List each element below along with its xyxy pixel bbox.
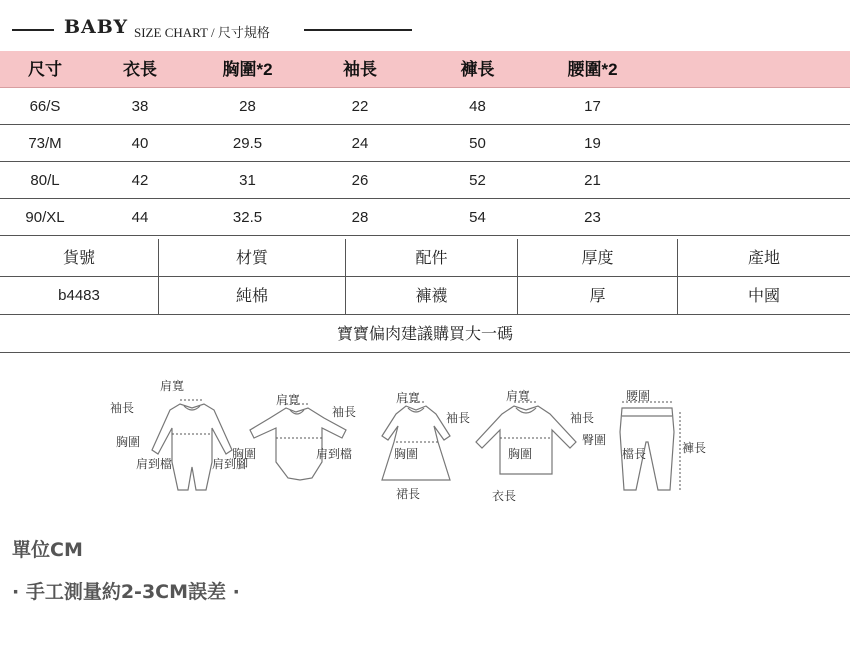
info-value-origin: 中國 (747, 286, 780, 305)
dress-label-sleeve: 袖長 (446, 411, 471, 425)
table-cell: 24 (351, 135, 369, 152)
dress-label-length: 裙長 (396, 487, 421, 501)
size-table-header (0, 51, 850, 88)
sizing-advice-note: 寶寶偏肉建議購買大一碼 (0, 315, 850, 353)
info-header-origin: 產地 (747, 248, 780, 267)
table-cell: 23 (584, 209, 601, 226)
top-illustration (476, 406, 576, 474)
table-cell: 21 (584, 172, 601, 189)
table-cell: 28 (351, 209, 369, 226)
info-header-accessory: 配件 (346, 239, 518, 276)
info-value-material: 純棉 (159, 277, 346, 314)
info-header-material: 材質 (159, 239, 346, 276)
info-value-accessory: 褲襪 (346, 277, 518, 314)
table-cell: 50 (469, 135, 486, 152)
table-cell: 17 (584, 98, 601, 115)
info-value-row (0, 277, 850, 315)
top-label-chest: 胸圍 (508, 447, 533, 461)
table-cell: 48 (469, 98, 486, 115)
table-cell: 28 (239, 98, 256, 115)
product-info-table (0, 239, 850, 315)
table-cell: 90/XL (25, 209, 65, 226)
table-cell: 44 (131, 209, 149, 226)
header-cell-sleeve: 袖長 (343, 60, 377, 79)
dress-label-shoulder: 肩寬 (396, 391, 421, 405)
table-cell: 26 (351, 172, 369, 189)
info-header-row (0, 239, 850, 277)
header-cell-waist: 腰圍*2 (567, 60, 618, 79)
table-row (0, 88, 850, 125)
header-rule-right (304, 29, 412, 31)
romper-label-shoulder-foot: 肩到腳 (212, 457, 249, 471)
romper-label-sleeve: 袖長 (110, 401, 135, 415)
info-header-code: 貨號 (0, 239, 159, 276)
romper-label-shoulder: 肩寬 (160, 379, 185, 393)
pants-label-length: 褲長 (682, 441, 707, 455)
bodysuit-label-chest: 胸圍 (232, 447, 257, 461)
table-row (0, 199, 850, 236)
bodysuit-label-sleeve: 袖長 (332, 405, 357, 419)
table-cell: 32.5 (232, 209, 263, 226)
table-cell: 80/L (30, 172, 60, 189)
header-rule-left (12, 29, 54, 31)
bodysuit-label-shoulder-crotch: 肩到檔 (316, 447, 353, 461)
top-label-shoulder: 肩寬 (506, 389, 531, 403)
pants-label-hip: 臀圍 (582, 433, 607, 447)
table-row (0, 162, 850, 199)
top-label-length: 衣長 (492, 489, 517, 503)
dress-label-chest: 胸圍 (394, 447, 419, 461)
header-cell-pants-length: 褲長 (460, 60, 495, 79)
table-cell: 22 (351, 98, 369, 115)
info-value-code: b4483 (0, 277, 159, 314)
measurement-diagrams (100, 372, 720, 517)
header-cell-chest: 胸圍*2 (222, 60, 273, 79)
romper-illustration (152, 404, 232, 490)
table-cell: 29.5 (232, 135, 263, 152)
header-cell-length: 衣長 (123, 60, 157, 79)
dress-illustration (382, 406, 450, 480)
romper-label-shoulder-crotch: 肩到檔 (136, 457, 173, 471)
garment-illustrations (100, 372, 720, 517)
header-cell-size: 尺寸 (28, 60, 62, 79)
table-cell: 66/S (29, 98, 61, 115)
table-cell: 38 (131, 98, 149, 115)
header-subtitle: SIZE CHART / 尺寸規格 (134, 25, 270, 40)
table-row (0, 125, 850, 162)
table-cell: 54 (469, 209, 486, 226)
measurement-error-note: · 手工測量約2-3CM誤差 · (12, 581, 240, 603)
table-cell: 40 (131, 135, 149, 152)
bodysuit-label-shoulder: 肩寬 (276, 393, 301, 407)
info-header-thickness: 厚度 (518, 239, 678, 276)
romper-label-chest: 胸圍 (116, 435, 141, 449)
pants-label-rise: 檔長 (622, 447, 647, 461)
table-cell: 42 (131, 172, 149, 189)
brand-title: BABY (64, 16, 129, 38)
table-cell: 73/M (28, 135, 62, 152)
table-cell: 31 (239, 172, 256, 189)
size-table (0, 51, 850, 236)
info-value-thickness: 厚 (518, 277, 678, 314)
table-cell: 52 (469, 172, 486, 189)
size-chart-header (12, 14, 422, 44)
pants-label-waist: 腰圍 (626, 389, 651, 403)
top-label-sleeve: 袖長 (570, 411, 595, 425)
table-cell: 19 (584, 135, 601, 152)
unit-note: 單位CM (12, 539, 83, 561)
